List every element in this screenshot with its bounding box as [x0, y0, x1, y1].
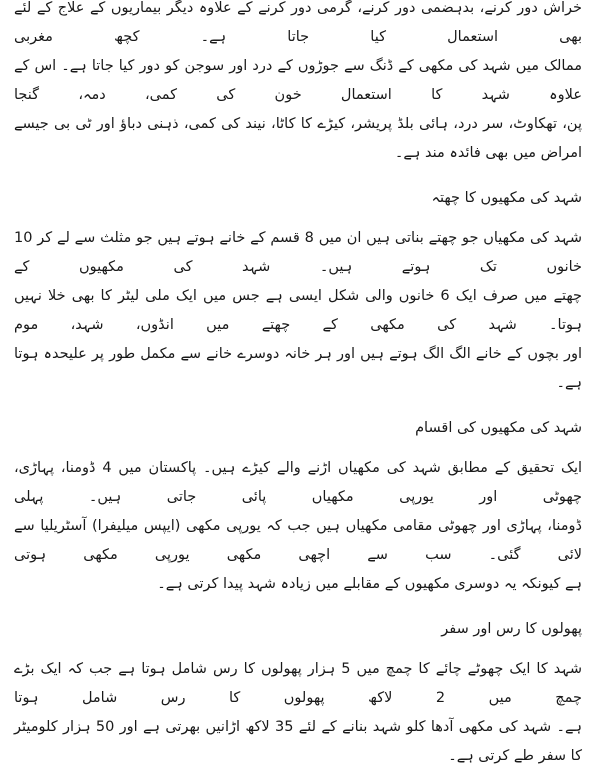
text-line: ہے۔ شہد کی مکھی آدھا کلو شہد بنانے کے لئے 35 لاکھ اڑانیں بھرتی ہے اور 50 ہزار کلومیٹر کا سفر طے کرتی ہے۔	[14, 719, 582, 764]
section-heading-nectar: پھولوں کا رس اور سفر	[441, 621, 582, 637]
paragraph-types	[14, 454, 582, 599]
section-heading-types: شہد کی مکھیوں کی اقسام	[415, 420, 582, 436]
text-line: اور بچوں کے خانے الگ الگ ہوتے ہیں اور ہر خانہ دوسرے خانے سے مکمل طور پر علیحدہ ہوتا ہے۔	[14, 346, 582, 391]
text-line: شہد کا ایک چھوٹے چائے کا چمچ میں 5 ہزار پھولوں کا رس شامل ہوتا ہے جب کہ ایک بڑے چمچ میں 2 لاکھ پھولوں کا رس شامل ہوتا	[14, 661, 582, 706]
text-line: ڈومنا، پہاڑی اور چھوٹی مقامی مکھیاں ہیں جب کہ یورپی مکھی (ایپس میلیفرا) آسٹریلیا سے لائی گئی۔ سب سے اچھی مکھی یورپی مکھی ہوتی	[14, 518, 582, 563]
text-line: ممالک میں شہد کی مکھی کے ڈنگ سے جوڑوں کے درد اور سوجن کو دور کیا جاتا ہے۔ اس کے علاوہ شہد کا استعمال خون کی کمی، دمہ، گنجا	[14, 58, 582, 103]
text-line: چھتے میں صرف ایک 6 خانوں والی شکل ایسی ہے جس میں ایک ملی لیٹر کا بھی خلا نہیں ہوتا۔ شہد کی مکھی کے چھتے میں انڈوں، شہد، موم	[14, 288, 583, 333]
text-line: ایک تحقیق کے مطابق شہد کی مکھیاں اڑنے والے کیڑے ہیں۔ پاکستان میں 4 ڈومنا، پہاڑی، چھوٹی اور یورپی مکھیاں پائی جاتی ہیں۔ پہلی	[14, 460, 583, 505]
text-line: پن، تھکاوٹ، سر درد، ہائی بلڈ پریشر، کیڑے کا کاٹا، نیند کی کمی، ذہنی دباؤ اور ٹی بی جیسے امراض میں بھی فائدہ مند ہے۔	[14, 116, 582, 161]
paragraph-nectar	[14, 655, 582, 771]
section-heading-hive: شہد کی مکھیوں کا چھتہ	[431, 190, 582, 206]
paragraph-hive	[14, 224, 582, 398]
text-line: شہد کی مکھیاں جو چھتے بناتی ہیں ان میں 8 قسم کے خانے ہوتے ہیں جو مثلث سے لے کر 10 خانوں تک ہوتے ہیں۔ شہد کی مکھیوں کے	[14, 230, 582, 275]
text-line: ہے کیونکہ یہ دوسری مکھیوں کے مقابلے میں زیادہ شہد پیدا کرتی ہے۔	[157, 576, 582, 592]
paragraph-health-uses	[14, 0, 582, 168]
text-line: خراش دور کرنے، بدہضمی دور کرنے، گرمی دور کرنے کے علاوہ دیگر بیماریوں کے علاج کے لئے بھی استعمال کیا جاتا ہے۔ کچھ مغربی	[14, 0, 582, 45]
